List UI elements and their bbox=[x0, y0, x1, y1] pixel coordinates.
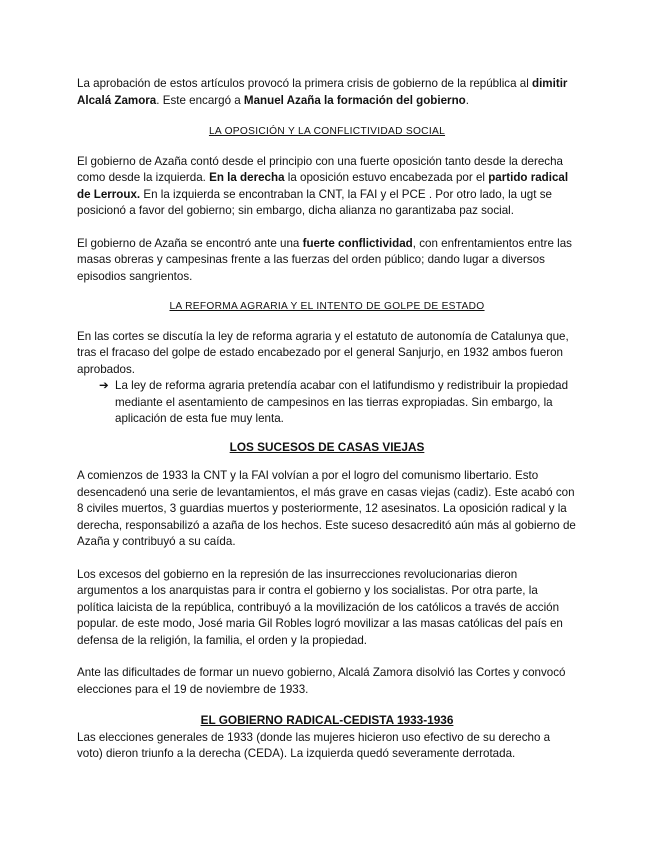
paragraph-crisis bbox=[77, 76, 577, 109]
text-run: La aprobación de estos artículos provocó la primera crisis de gobierno de la república al bbox=[77, 77, 532, 90]
text-run: El gobierno de Azaña contó desde el principio con una fuerte oposición tanto desde la derecha como desde la izquierda. bbox=[77, 154, 563, 184]
bold-run: dimitir Alcalá Zamora bbox=[77, 77, 568, 107]
heading-oposicion: LA OPOSICIÓN Y LA CONFLICTIVIDAD SOCIAL bbox=[208, 126, 446, 137]
bold-run: partido radical de Lerroux. bbox=[77, 171, 569, 201]
bullet-text: La ley de reforma agraria pretendía acabar con el latifundismo y redistribuir la propiedad mediante el asentamiento de campesinos en las tierras expropiadas. Sin embargo, la aplicación de esta fue muy lenta. bbox=[115, 379, 569, 425]
text-run: . Este encargó a bbox=[156, 93, 244, 107]
text-run: . bbox=[465, 93, 469, 107]
document-body bbox=[77, 76, 577, 763]
arrow-right-icon: ➔ bbox=[99, 379, 109, 392]
text-run: , con enfrentamientos entre las masas obreras y campesinas frente a las fuerzas del orden público; dando lugar a diversos episodios sangrientos. bbox=[77, 236, 572, 283]
paragraph-excesos: Los excesos del gobierno en la represión de las insurrecciones revolucionarias dieron argumentos a los anarquistas para ir contra el gobierno y los socialistas. Por otra parte, la política laicista de la república, contribuyó a la movilización de los católicos a través de acción popular. de este modo, José maria Gil Robles logró movilizar a las masas católicas del país en defensa de la religión, la familia, el orden y la propiedad. bbox=[77, 567, 563, 647]
heading-casas-viejas: LOS SUCESOS DE CASAS VIEJAS bbox=[229, 439, 425, 454]
text-run: En la izquierda se encontraban la CNT, la FAI y el PCE . Por otro lado, la ugt se posicionó a favor del gobierno; sin embargo, dicha alianza no garantizaba paz social. bbox=[77, 187, 552, 217]
paragraph-elecciones-convocatoria: Ante las dificultades de formar un nuevo gobierno, Alcalá Zamora disolvió las Cortes y convocó elecciones para el 19 de noviembre de 1933. bbox=[77, 666, 566, 696]
paragraph-casas-viejas: A comienzos de 1933 la CNT y la FAI volvían a por el logro del comunismo libertario. Esto desencadenó una serie de levantamientos, el más grave en casas viejas (cadiz). Este acabó con 8 civiles muertos, 3 guardias muertos y posteriormente, 12 asesinatos. La oposición radical y la derecha, responsabilizó a azaña de los hechos. Este suceso desacreditó aún más al gobierno de Azaña y contribuyó a su caída. bbox=[77, 469, 576, 548]
paragraph-cortes: En las cortes se discutía la ley de reforma agraria y el estatuto de autonomía de Catalunya que, tras el fracaso del golpe de estado encabezado por el general Sanjurjo, en 1932 ambos fueron aprobados. bbox=[77, 329, 569, 376]
paragraph-oposicion bbox=[77, 154, 577, 220]
paragraph-conflictividad bbox=[77, 236, 577, 286]
text-run: El gobierno de Azaña se encontró ante una bbox=[77, 236, 303, 250]
bullet-item-reforma bbox=[77, 378, 577, 428]
bold-run: En la derecha bbox=[209, 171, 285, 184]
heading-reforma-agraria: LA REFORMA AGRARIA Y EL INTENTO DE GOLPE DE ESTADO bbox=[169, 301, 485, 312]
paragraph-elecciones-1933: Las elecciones generales de 1933 (donde las mujeres hicieron uso efectivo de su derecho a voto) dieron triunfo a la derecha (CEDA). La izquierda quedó severamente derrotada. bbox=[77, 730, 551, 760]
bold-run: Manuel Azaña la formación del gobierno bbox=[243, 93, 466, 107]
bold-run: fuerte conflictividad bbox=[302, 236, 413, 250]
text-run: la oposición estuvo encabezada por el bbox=[284, 171, 489, 184]
heading-gobierno-radical-cedista: EL GOBIERNO RADICAL-CEDISTA 1933-1936 bbox=[200, 713, 454, 727]
